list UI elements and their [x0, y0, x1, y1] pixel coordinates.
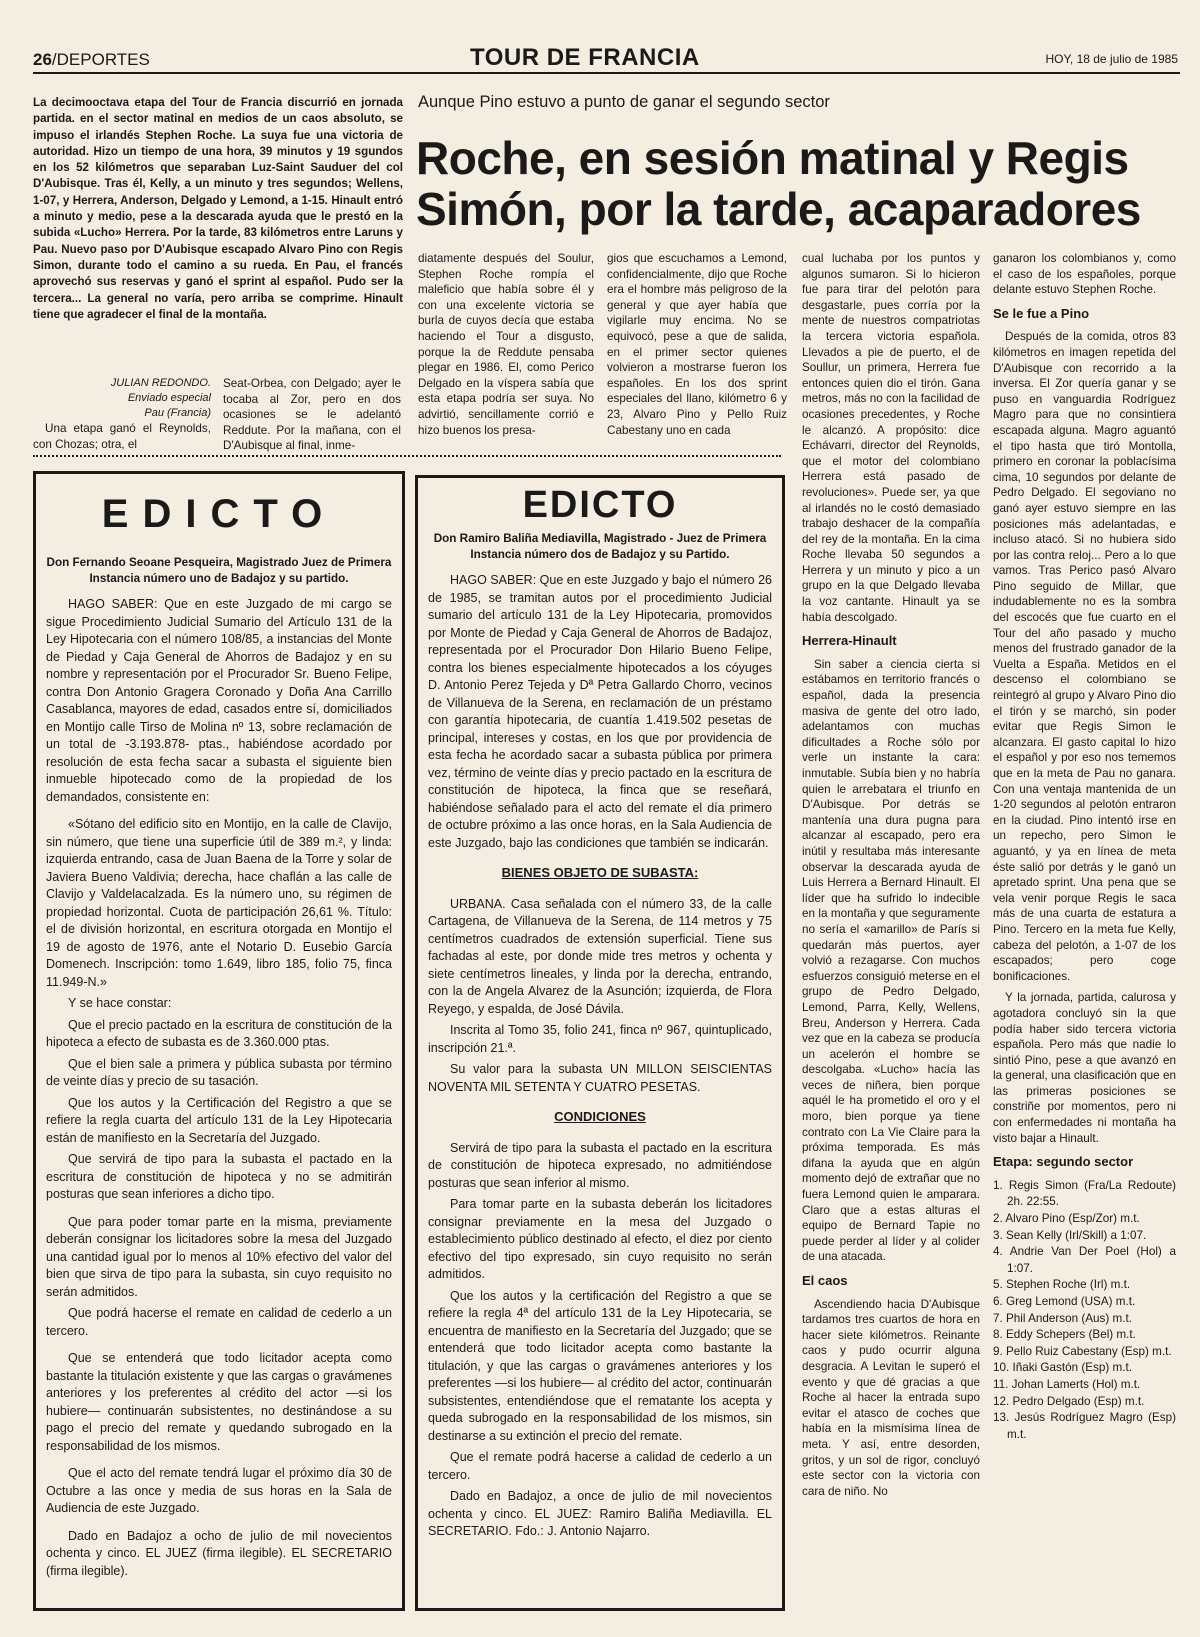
edicto-body	[428, 572, 772, 1541]
subheading-se-le-fue-a-pino: Se le fue a Pino	[993, 305, 1090, 321]
article-paragraph: Después de la comida, otros 83 kilómetros en imagen repetida del D'Aubisque con recorrido a la inversa. El Zor quería ganar y se puso en vanguardia Rodríguez Magro para que no consintiera escapada alguna. Magro aguantó el tipo hasta que tiró Montolla, primero en coronar la poblacísima cima, 10 segundos por delante de Pedro Delgado. El segoviano no ganó ayer estuvo siempre en las posiciones más adelantadas, e incluso atacó. Si no hubiera sido por las contra reloj... Pero a lo que vamos. Tras Perico pasó Alvaro Pino seguido de Millar, que indudablemente no es la sombra del escocés que fue cuarto en el Tour del año pasado y mucho menos del frustrado ganador de la Vuelta a España. Metidos en el descenso el colombiano se reintegró al grupo y Alvaro Pino dio el tirón y se marchó, sin poder evitar que Regis Simon le alcanzara. El gasto capital lo hizo el español y por eso nos tememos que en la meta de Pau no ganara. Con una ventaja mantenida de un 1-20 segundos al pelotón entraron en la ciudad. Pino intentó irse en un repecho, pero Simon le aguantó, y ya en línea de meta éste salió por detrás y le ganó un apretado sprint. Una pena que se vela venir porque Regis le saca más de una cuarta de estatura a Pino. Tercero en la meta fue Kelly, cabeza del pelotón, a 1-07 de los escapados; pero coge bonificaciones.	[993, 330, 1176, 983]
edicto-paragraph: HAGO SABER: Que en este Juzgado de mi cargo se sigue Procedimiento Judicial Sumario del Artículo 131 de la Ley Hipotecaria con el número 108/85, a instancias del Monte de Piedad y Caja General de Ahorros de Badajoz y en su nombre y representación por el Procurador Sr. Bueno Felipe, contra Don Antonio Gragera Coronado y Doña Ana Carrillo Casablanca, mayores de edad, casados entre sí, domiciliados en Montijo calle Tirso de Molina nº 13, sobre reclamación de un total de -3.193.878- ptas., habiéndose acordado por resolución de esta fecha sacar a subasta el siguiente bien inmueble hipotecado como de la propiedad de los demandados, consistente en:	[46, 597, 392, 804]
list-item: 9. Pello Ruiz Cabestany (Esp) m.t.	[993, 1344, 1172, 1358]
article-paragraph: Sin saber a ciencia cierta si estábamos en territorio francés o español, dada la presencia masiva de gente del otro lado, adelantamos con muchas dificultades a Roche sólo por verle un instante la cara: inmutable. Subía bien y no habría quien le arrebatara el triunfo en D'Aubisque. Por detrás se mantenía una dura pugna para alcanzar al escapado, pero era inútil y resultaba más interesante observar la descarada ayuda de Luis Herrera a Bernard Hinault. El líder que ha sufrido lo indecible en la montaña y que seguramente no sería el «amarillo» de París si quedarán más puertos, ayer volvió a rezagarse. Con muchos esfuerzos consiguió meterse en el grupo de Pedro Delgado, Lemond, Parra, Kelly, Wellens, Breu, Anderson y Herrera. Cada vez que en la cabeza se producía un acelerón el hombre se descolgaba. «Lucho» hacía las veces de niñera, bien porque aquél le ha prometido el oro y el moro, bien porque ya tiene contrato con La Vie Claire para la próxima temporada. Es más difana la ayuda que en algún momento dejó de extrañar que no fuera Lemond quien le amparara. Claro que a estas alturas el equipo de Bernard Tapie no puede perder al líder y al colider de una atacada.	[802, 657, 980, 1264]
article-column-5	[802, 251, 980, 1611]
list-item: 3. Sean Kelly (Irl/Skill) a 1:07.	[993, 1228, 1147, 1242]
edicto-title: EDICTO	[101, 492, 337, 536]
article-paragraph: ganaron los colombianos y, como el caso de los españoles, porque delante estuvo Stephen Roche.	[993, 252, 1176, 297]
bienes-heading: BIENES OBJETO DE SUBASTA:	[501, 865, 699, 881]
lead-text: La decimooctava etapa del Tour de Francia discurrió en jornada partida. en el sector matinal en medios de un caos absoluto, se impuso el irlandés Stephen Roche. La suya fue una victoria de autoridad. Hizo un tiempo de una hora, 39 minutos y 19 sgundos en los 52 kilómetros que separaban Luz-Saint Sauduer del col D'Aubisque. Tras él, Kelly, a un minuto y tres segundos; Wellens, 1-07, y Herrera, Anderson, Delgado y Lemond, a 1-15. Hinault entró a minuto y medio, pese a la descarada ayuda que le prestó en la subida «Lucho» Herrera. Por la tarde, 83 kilómetros entre Laruns y Pau. Nuevo paso por D'Aubisque escapado Alvaro Pino con Regis Simon, durante todo el camino a su rueda. En Pau, el francés aprovechó sus reservas y ganó el sprint al español. Pudo ser la tercera... La general no varía, pero arriba se comprime. Hinault tiene que agradecer el final de la montaña.	[33, 96, 403, 321]
edicto-paragraph: Y se hace constar:	[68, 996, 172, 1011]
article-lead	[33, 95, 403, 323]
subheading-herrera-hinault: Herrera-Hinault	[802, 633, 897, 649]
edicto-paragraph: Que el remate podrá hacerse a calidad de cederlo a un tercero.	[428, 1450, 772, 1482]
author-role: Enviado especial	[127, 392, 211, 404]
page-number: 26	[33, 50, 52, 69]
edicto-judge: Don Ramiro Baliña Mediavilla, Magistrado - Juez de Primera Instancia número dos de Badajoz y su Partido.	[433, 532, 767, 561]
edicto-title: EDICTO	[522, 484, 678, 526]
edicto-paragraph: Que el acto del remate tendrá lugar el próximo día 30 de Octubre a las once y media de sus horas en la Sala de Audiencia de este Juzgado.	[46, 1466, 392, 1516]
list-item: 6. Greg Lemond (USA) m.t.	[993, 1295, 1136, 1308]
edicto-body	[46, 596, 392, 1580]
list-item: 5. Stephen Roche (Irl) m.t.	[993, 1278, 1131, 1292]
edicto-paragraph: Que se entenderá que todo licitador acepta como bastante la titulación existente y que las cargas o gravámenes anteriores y los preferentes al crédito del actor —si los hubiere— continuarán subsistentes, no destinándose a su pago el precio del remate y quedando subrogado en la responsabilidad de los mismos.	[46, 1351, 392, 1453]
subheading-etapa: Etapa: segundo sector	[993, 1154, 1134, 1170]
article-paragraph: Seat-Orbea, con Delgado; ayer le tocaba al Zor, pero en dos ocasiones se le adelantó Reddute. Por la mañana, con el D'Aubisque al final, inme-	[223, 377, 401, 453]
article-column-4	[607, 251, 787, 444]
edicto-paragraph: Para tomar parte en la subasta deberán los licitadores consignar previamente en la mesa del Juzgado o establecimiento público destinado al efecto, el diez por ciento efectivo del tipo expresado, sin cuyo requisito no serán admitidos.	[428, 1197, 772, 1282]
section-divider	[33, 455, 781, 460]
edicto-paragraph: Que el bien sale a primera y pública subasta por término de veinte días y precio de su tasación.	[46, 1056, 392, 1089]
article-paragraph: Y la jornada, partida, calurosa y agotadora concluyó sin la que podía haber sido tercera victoria española. Pero más que nadie lo sintió Pino, pese a que avanzó en la general, una clasificación que en las primeras posiciones se constriñe por momentos, pero ni con enfermedades ni montaña ha visto bajar a Hinault.	[993, 991, 1176, 1145]
list-item: 2. Alvaro Pino (Esp/Zor) m.t.	[993, 1212, 1140, 1226]
edicto-paragraph: Inscrita al Tomo 35, folio 241, finca nº 967, quintuplicado, inscripción 21.ª.	[428, 1023, 772, 1055]
article-headline: Roche, en sesión matinal y Regis Simón, por la tarde, acaparadores	[416, 132, 1141, 235]
article-column-6	[993, 251, 1176, 1611]
edicto-paragraph: Que el precio pactado en la escritura de constitución de la hipoteca a efecto de subasta es de 3.360.000 ptas.	[46, 1017, 392, 1050]
edicto-paragraph: Que podrá hacerse el remate en calidad de cederlo a un tercero.	[46, 1306, 392, 1338]
edicto-box-1	[33, 471, 405, 1611]
subheading-el-caos: El caos	[802, 1273, 848, 1288]
article-paragraph: Ascendiendo hacia D'Aubisque tardamos tres cuartos de hora en hacer siete kilómetros. Reinante caos y pudo ocurrir alguna desgracia. A Levitan le superó el evento y que dé gracias a que Roche al hacer la entrada supo evitar el atasco de coches que había en la mismísima línea de meta. Y así, entre desorden, gritos, y un sol de rigor, concluyó este sector con la victoria con cara de niño. No	[802, 1297, 980, 1498]
results-list	[993, 1178, 1176, 1444]
edicto-judge: Don Fernando Seoane Pesqueira, Magistrado Juez de Primera Instancia número uno de Badajoz y su partido.	[46, 556, 392, 585]
list-item: 13. Jesús Rodríguez Magro (Esp) m.t.	[993, 1411, 1176, 1441]
edicto-box-2	[415, 475, 785, 1611]
dateline: HOY, 18 de julio de 1985	[1045, 52, 1178, 66]
condiciones-heading: CONDICIONES	[554, 1109, 646, 1125]
article-paragraph: Una etapa ganó el Reynolds, con Chozas; otra, el	[33, 422, 211, 451]
page-section-label	[33, 50, 150, 70]
article-column-3	[418, 251, 594, 444]
edicto-paragraph: Que para poder tomar parte en la misma, previamente deberán consignar los licitadores sobre la mesa del Juzgado una cantidad igual por lo menos al 10% efectivo del valor del bien que sirva de tipo para la subasta, sin cuyo requisito no serán admitidos.	[46, 1214, 392, 1299]
edicto-paragraph: Su valor para la subasta UN MILLON SEISCIENTAS NOVENTA MIL SETENTA Y CUATRO PESETAS.	[428, 1062, 772, 1094]
edicto-paragraph: URBANA. Casa señalada con el número 33, de la calle Cartagena, de Villanueva de la Serena, de 114 metros y 75 centímetros cuadrados de extensión superficial. Tiene sus fachadas al este, por donde mide tres metros y ochenta y siete centímetros lineales, y linda por la derecha, entrando, con la de Angela Alvarez de la Asunción; izquierda, de Flora Reyego, y espalda, de José Dávila.	[428, 896, 772, 1016]
article-paragraph: diatamente después del Soulur, Stephen Roche rompía el maleficio que había sobre él y con una excelente victoria se burla de cuyos decía que estaba haciendo el Tour a disgusto, porque la de Reddute pensaba plegar en 1986. El, como Perico Delgado en la víspera sabía que esta etapa podría ser suya. No advirtió, sencillamente corrió e hizo buenos los presa-	[418, 252, 594, 437]
header-rule	[33, 72, 1180, 74]
list-item: 7. Phil Anderson (Aus) m.t.	[993, 1311, 1133, 1325]
article-kicker: Aunque Pino estuvo a punto de ganar el segundo sector	[418, 93, 830, 111]
edicto-paragraph: Que servirá de tipo para la subasta el pactado en la escritura de constitución de hipoteca y no se admitirán posturas que sean inferiores a dicho tipo.	[46, 1152, 392, 1202]
article-column-1	[33, 376, 211, 458]
author-name: JULIAN REDONDO.	[110, 377, 211, 389]
edicto-paragraph: Dado en Badajoz a ocho de julio de mil novecientos ochenta y cinco. EL JUEZ (firma ilegible). EL SECRETARIO (firma ilegible).	[46, 1528, 392, 1578]
article-paragraph: gios que escuchamos a Lemond, confidencialmente, dijo que Roche era el hombre más peligroso de la general y que ayer había que vigilarle muy encima. No se equivocó, pese a que de salida, en el primer sector quienes volvieron a mostrarse fueron los españoles. En los dos sprint especiales del llano, kilómetro 6 y 23, Alvaro Pino y Pello Ruiz Cabestany uno en cada	[607, 252, 787, 437]
list-item: 8. Eddy Schepers (Bel) m.t.	[993, 1328, 1136, 1342]
edicto-paragraph: «Sótano del edificio sito en Montijo, en la calle de Clavijo, sin número, que tiene una superficie útil de 389 m.², y linda: izquierda entrando, casa de Juan Baena de la Torre y solar de Javiera Bueno Valdivia; derecha, hace chaflán a las calle de Clavijo y Valdelacalzada. Es la número uno, su régimen de propiedad horizontal. Cuota de participación 26,61 %. Título: el de división horizontal, en escritura otorgada en Montijo el 19 de agosto de 1976, ante el Notario D. Eusebio García Domenech. Inscripción: tomo 1.649, libro 185, folio 75, finca 11.949-N.»	[46, 817, 392, 989]
article-column-2	[223, 376, 401, 460]
list-item: 10. Iñaki Gastón (Esp) m.t.	[993, 1361, 1133, 1375]
section-name: /DEPORTES	[51, 50, 150, 69]
edicto-paragraph: Que los autos y la Certificación del Registro a que se refiere la regla cuarta del artículo 131 de la Ley Hipotecaria están de manifiesto en la Secretaría del Juzgado.	[46, 1095, 392, 1145]
edicto-paragraph: Servirá de tipo para la subasta el pactado en la escritura de constitución de hipoteca expresado, no admitiéndose posturas que sean inferior al mismo.	[428, 1140, 772, 1190]
edicto-paragraph: Dado en Badajoz, a once de julio de mil novecientos ochenta y cinco. EL JUEZ: Ramiro Baliña Mediavilla. EL SECRETARIO. Fdo.: J. Antonio Najarro.	[428, 1489, 772, 1539]
list-item: 11. Johan Lamerts (Hol) m.t.	[993, 1377, 1141, 1391]
author-place: Pau (Francia)	[144, 407, 211, 419]
page-title: TOUR DE FRANCIA	[470, 44, 700, 71]
article-paragraph: cual luchaba por los puntos y algunos sumaron. Si lo hicieron fue para tirar del pelotón para desgastarle, pues corría por la mente de nuestros compatriotas la tercera victoria española. Llevados a pie de puerto, el de Soullur, un primera, Herrera fue entonces quien dio el tirón. Gana metros, más no con la facilidad de ocasiones precedentes, y Roche le alcanzó. A propósito: dice Echávarri, director del Reynolds, que el motor del colombiano Herrera está pasado de revoluciones». Puede ser, ya que al irlandés no le costó demasiado trabajo deshacer de la compañía del rey de la montaña. En la cima Roche llevaba 50 segundos a Herrera y un minuto y pico a un grupo en la que Delgado llevaba la voz cantante. Hinault ya se había descolgado.	[802, 252, 980, 624]
list-item: 1. Regis Simon (Fra/La Redoute) 2h. 22:55.	[993, 1178, 1176, 1209]
edicto-paragraph: Que los autos y la certificación del Registro a que se refiere la regla 4ª del artículo 131 de la Ley Hipotecaria, se encuentra de manifiesto en la Secretaría del Juzgado; que se entenderá que todo licitador acepta como bastante la titulación, y que las cargas o gravámenes anteriores y los preferentes —si los hubiere— al crédito del actor, continuarán subsistentes, entendiéndose que el rematante los acepta y queda subrogado en la responsabilidad de los mismos, sin destinarse a su extinción el precio del remate.	[428, 1288, 772, 1443]
edicto-paragraph: HAGO SABER: Que en este Juzgado y bajo el número 26 de 1985, se tramitan autos por el procedimiento Judicial sumario del artículo 131 de la Ley Hipotecaria, promovidos por Monte de Piedad y Caja General de Ahorros de Badajoz, representada por el Procurador Don Hilario Bueno Felipe, contra los bienes especialmente hipotecados a los cóyuges D. Antonio Perez Tejeda y Dª Petra Gallardo Chorro, vecinos de Villanueva de la Serena, en reclamación de un préstamo con garantía hipotecaria, de cuantía 1.419.502 pesetas de principal, intereses y costas, en los que por providencia de esta fecha he acordado sacar a subasta pública por primera vez, término de veinte días y precio pactado en la escritura de constitución de hipoteca, la finca que se reseñará, habiéndose señalado para el acto del remate el día primero de octubre próximo a las once horas, en la Sala Audiencia de este Juzgado, bajo las condiciones que también se indicarán.	[428, 573, 772, 850]
list-item: 12. Pedro Delgado (Esp) m.t.	[993, 1394, 1145, 1408]
list-item: 4. Andrie Van Der Poel (Hol) a 1:07.	[993, 1245, 1176, 1275]
